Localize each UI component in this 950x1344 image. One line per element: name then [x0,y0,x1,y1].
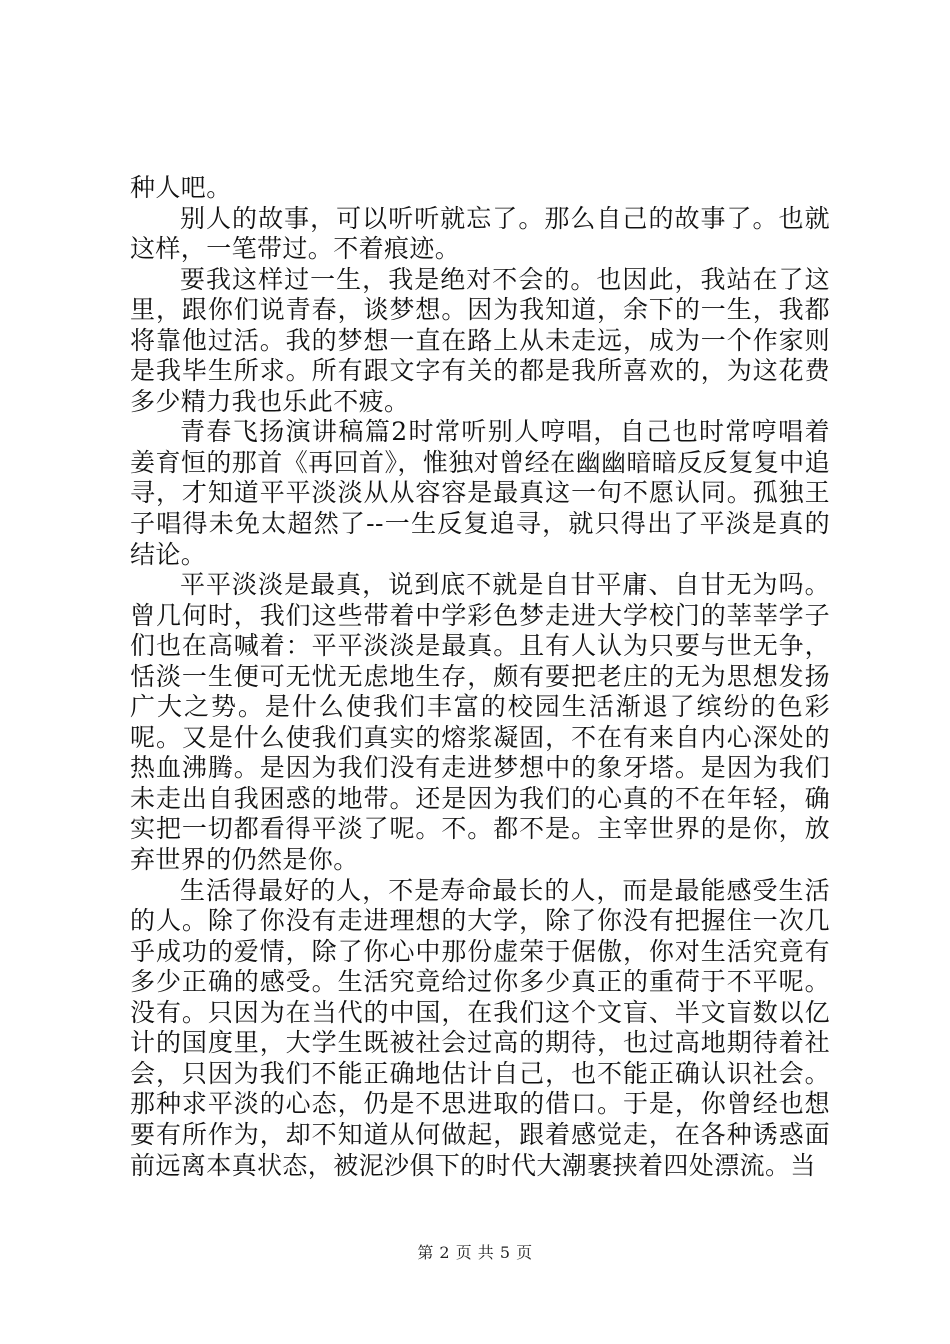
paragraph-6: 生活得最好的人，不是寿命最长的人，而是最能感受生活的人。除了你没有走进理想的大学，除了你没有把握住一次几乎成功的爱情，除了你心中那份虚荣于倨傲，你对生活究竟有多少正确的感受。生活究竟给过你多少真正的重荷于不平呢。没有。只因为在当代的中国，在我们这个文盲、半文盲数以亿计的国度里，大学生既被社会过高的期待，也过高地期待着社会，只因为我们不能正确地估计自己，也不能正确认识社会。那种求平淡的心态，仍是不思进取的借口。于是，你曾经也想要有所作为，却不知道从何做起，跟着感觉走，在各种诱惑面前远离本真状态，被泥沙俱下的时代大潮裹挟着四处漂流。当 [130,875,830,1180]
page-number-footer: 第 2 页 共 5 页 [417,1243,533,1262]
document-body [130,173,830,1181]
paragraph-2: 别人的故事，可以听听就忘了。那么自己的故事了。也就这样，一笔带过。不着痕迹。 [130,203,830,264]
paragraph-1: 种人吧。 [130,173,232,202]
paragraph-5: 平平淡淡是最真，说到底不就是自甘平庸、自甘无为吗。曾几何时，我们这些带着中学彩色梦走进大学校门的莘莘学子们也在高喊着：平平淡淡是最真。且有人认为只要与世无争，恬淡一生便可无忧无虑地生存，颇有要把老庄的无为思想发扬广大之势。是什么使我们丰富的校园生活渐退了缤纷的色彩呢。又是什么使我们真实的熔浆凝固，不在有来自内心深处的热血沸腾。是因为我们没有走进梦想中的象牙塔。是因为我们未走出自我困惑的地带。还是因为我们的心真的不在年轻，确实把一切都看得平淡了呢。不。都不是。主宰世界的是你，放弃世界的仍然是你。 [130,570,830,875]
paragraph-3: 要我这样过一生，我是绝对不会的。也因此，我站在了这里，跟你们说青春，谈梦想。因为我知道，余下的一生，我都将靠他过活。我的梦想一直在路上从未走远，成为一个作家则是我毕生所求。所有跟文字有关的都是我所喜欢的，为这花费多少精力我也乐此不疲。 [130,264,830,416]
paragraph-4: 青春飞扬演讲稿篇2时常听别人哼唱，自己也时常哼唱着姜育恒的那首《再回首》，惟独对曾经在幽幽暗暗反反复复中追寻，才知道平平淡淡从从容容是最真这一句不愿认同。孤独王子唱得未免太超然了--一生反复追寻，就只得出了平淡是真的结论。 [130,417,830,569]
